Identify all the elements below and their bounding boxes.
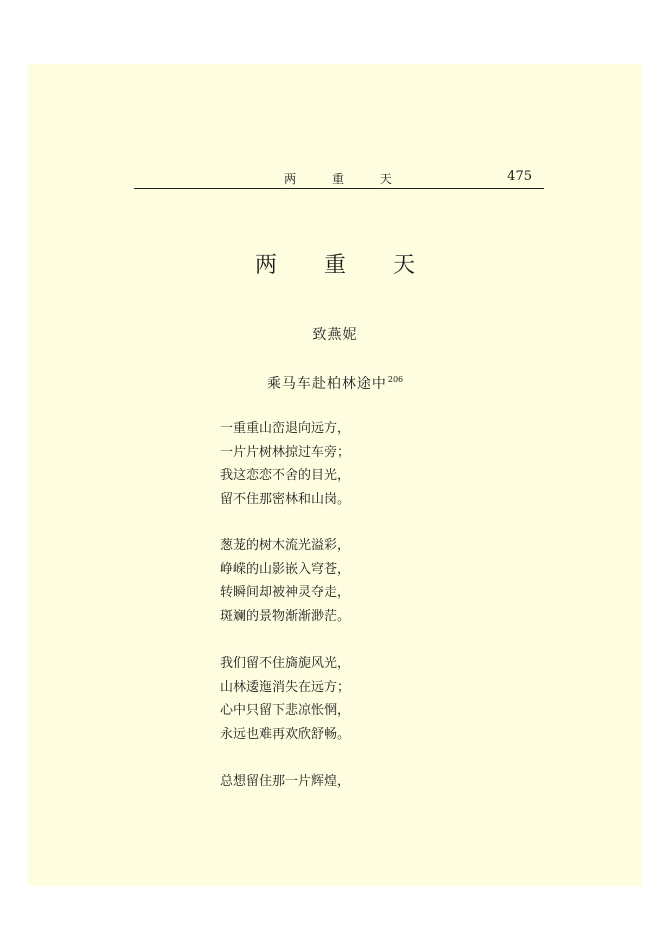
poem-line: 总想留住那一片辉煌， bbox=[220, 774, 351, 789]
poem-line: 一重重山峦退向远方， bbox=[220, 421, 351, 436]
poem-line: 我们留不住旖旎风光， bbox=[220, 656, 351, 671]
stanza-4 bbox=[220, 770, 350, 794]
stanza-2 bbox=[220, 534, 350, 628]
subtitle bbox=[28, 373, 642, 393]
header-rule bbox=[134, 188, 544, 189]
stanza-1 bbox=[220, 417, 350, 511]
poem-line: 留不住那密林和山岗。 bbox=[220, 491, 351, 507]
running-header bbox=[134, 168, 542, 188]
poem-title: 两 重 天 bbox=[255, 253, 435, 278]
stanza-3 bbox=[220, 652, 350, 746]
page bbox=[28, 64, 642, 886]
poem-line: 永远也难再欢欣舒畅。 bbox=[220, 726, 351, 742]
poem-line: 斑斓的景物渐渐渺茫。 bbox=[220, 608, 351, 624]
poem-line: 葱茏的树木流光溢彩， bbox=[220, 538, 351, 553]
poem-line: 山林逶迤消失在远方； bbox=[220, 679, 351, 695]
running-title: 两 重 天 bbox=[284, 172, 408, 186]
subtitle-text: 乘马车赴柏林途中 bbox=[266, 376, 387, 392]
poem-line: 转瞬间却被神灵夺走， bbox=[220, 585, 351, 600]
footnote-reference: 206 bbox=[387, 375, 404, 384]
poem-line: 峥嵘的山影嵌入穹苍， bbox=[220, 561, 351, 577]
page-number: 475 bbox=[507, 169, 532, 184]
dedication: 致燕妮 bbox=[312, 327, 358, 343]
poem-line: 心中只留下悲凉怅惘， bbox=[220, 703, 351, 718]
poem-line: 一片片树林掠过车旁； bbox=[220, 444, 351, 460]
poem-line: 我这恋恋不舍的目光， bbox=[220, 468, 351, 483]
